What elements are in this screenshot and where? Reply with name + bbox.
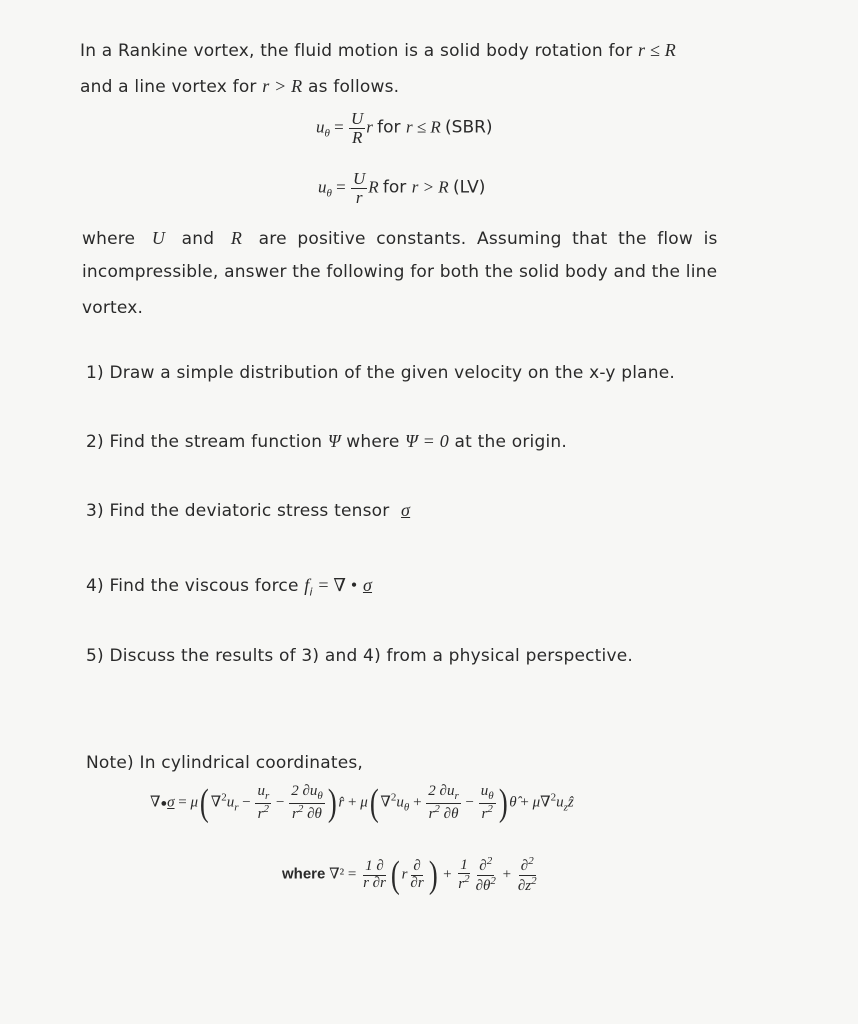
sbr-condition: r ≤ R (638, 40, 676, 60)
const-U: U (151, 228, 166, 248)
where-line-2: incompressible, answer the following for both the solid body and the line (82, 262, 718, 282)
q4-prefix: 4) Find the viscous force (86, 576, 299, 596)
question-5: 5) Discuss the results of 3) and 4) from a physical perspective. (86, 646, 633, 666)
lv-numerator: U (353, 169, 366, 188)
sigma-tensor: σ (401, 500, 411, 520)
sbr-fraction (349, 110, 365, 147)
sbr-equation: $u_\theta$ = $\frac{U}{R}$ r for r ≤ R (SBR) (316, 109, 493, 147)
sbr-var: r (366, 117, 373, 137)
lv-equation: $u_\theta$ = $\frac{U}{r}$ R for r > R (LV) (318, 169, 486, 207)
sbr-tag: (SBR) (445, 117, 493, 138)
sbr-eq-condition: r ≤ R (405, 117, 441, 137)
where-rest: are positive constants. Assuming that the flow is (258, 229, 718, 249)
question-3 (86, 500, 410, 521)
question-1: 1) Draw a simple distribution of the given velocity on the x-y plane. (86, 363, 676, 383)
intro-line-2 (80, 76, 399, 97)
lv-lhs-sub: θ (326, 187, 332, 200)
force-eq: = ∇ • (318, 575, 358, 595)
and-word: and (181, 229, 215, 249)
sbr-for: for (377, 117, 401, 138)
intro-text-2: and a line vortex for (80, 77, 257, 97)
question-2 (86, 431, 567, 452)
lv-fraction (351, 170, 367, 207)
q2-mid: where (346, 432, 400, 452)
lv-eq-condition: r > R (411, 177, 449, 197)
force-f: f (304, 575, 310, 595)
question-4 (86, 575, 372, 598)
psi-symbol: Ψ (327, 431, 341, 451)
lv-for: for (382, 177, 407, 198)
q3-prefix: 3) Find the deviatoric stress tensor (86, 501, 390, 521)
lv-tag: (LV) (452, 177, 486, 198)
laplacian-symbol: ∇² (329, 866, 345, 883)
sigma-tensor-2: σ (362, 575, 373, 595)
intro-suffix: as follows. (307, 77, 400, 97)
laplacian-where: where (282, 865, 326, 883)
note-title: Note) In cylindrical coordinates, (86, 753, 364, 773)
where-word: where (82, 229, 136, 249)
where-line-3: vortex. (82, 298, 144, 318)
laplacian-equation: where ∇² = $\frac{1 \partial}{r \partial r}$ ( r $\frac{\partial}{\partial r}$ ) + $\frac{1}{r^2}$ $\frac{\partial^2}{\partial\theta^2}$ + $\frac{\partial^2}{\partial z^2}$ (282, 854, 537, 897)
sbr-lhs: u (316, 117, 325, 137)
q2-prefix: 2) Find the stream function (86, 432, 323, 452)
q2-suffix: at the origin. (454, 432, 567, 452)
psi-condition: Ψ = 0 (405, 431, 449, 451)
lv-denominator: r (355, 187, 363, 207)
lv-lhs: u (318, 177, 327, 197)
force-sub: i (309, 585, 313, 599)
lv-condition: r > R (262, 76, 303, 96)
sbr-numerator: U (351, 109, 364, 128)
intro-line-1 (80, 40, 676, 61)
divergence-equation: ∇●σ = μ( $\nabla^2u_r$ − $\frac{u_r}{r^2}$ − $\frac{2 \partial u_\theta}{r^2 \partial\theta}$ ) r̂ + μ( $\nabla^2u_\theta$ + $\frac{2 \partial u_r}{r^2 \partial\theta}$ − $\frac{u_\theta}{r^2}$ ) θ̂ + $\mu\nabla^2u_zẑ$ (150, 782, 574, 825)
sbr-lhs-sub: θ (324, 127, 330, 140)
sbr-denominator: R (351, 127, 363, 147)
const-R: R (230, 228, 243, 248)
where-line-1 (82, 228, 718, 249)
lv-var: R (368, 177, 379, 197)
intro-text: In a Rankine vortex, the fluid motion is a solid body rotation for (80, 41, 633, 61)
